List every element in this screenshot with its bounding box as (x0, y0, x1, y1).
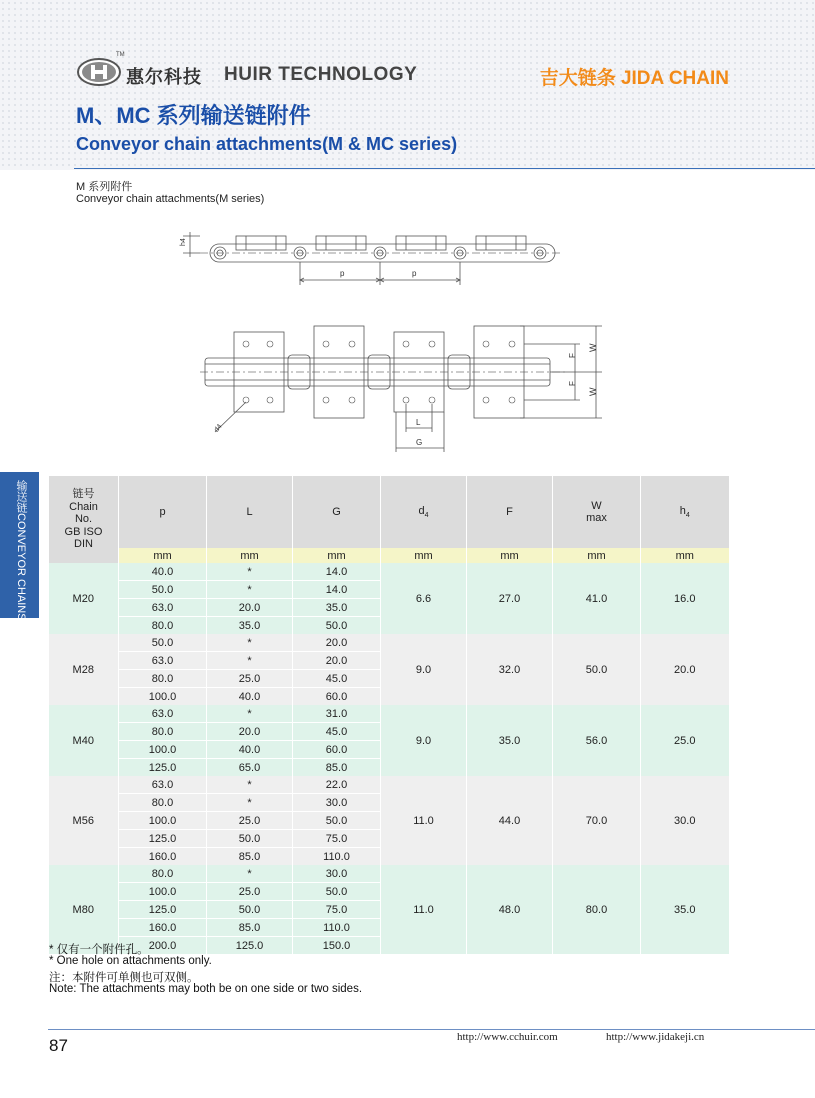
p-cell: 80.0 (119, 723, 207, 741)
w-cell: 80.0 (553, 865, 641, 954)
g-cell: 110.0 (293, 919, 381, 937)
l-cell: 25.0 (207, 883, 293, 901)
p-cell: 63.0 (119, 652, 207, 670)
d4-cell: 11.0 (381, 865, 467, 954)
p-cell: 50.0 (119, 634, 207, 652)
l-cell: * (207, 563, 293, 581)
footer-url[interactable]: http://www.jidakeji.cn (606, 1031, 705, 1043)
w-label: W (588, 343, 598, 352)
l-label: L (416, 418, 421, 427)
p-cell: 125.0 (119, 901, 207, 919)
f-cell: 44.0 (467, 776, 553, 865)
table-row (49, 865, 729, 883)
p-cell: 160.0 (119, 919, 207, 937)
p-cell: 125.0 (119, 759, 207, 777)
p-cell: 125.0 (119, 830, 207, 848)
pitch-label: p (412, 269, 417, 278)
footer-divider (48, 1029, 815, 1030)
p-cell: 50.0 (119, 581, 207, 599)
h4-cell: 35.0 (641, 865, 729, 954)
spec-table-body (49, 563, 729, 954)
g-cell: 30.0 (293, 865, 381, 883)
p-cell: 200.0 (119, 937, 207, 955)
page-title-en: Conveyor chain attachments(M & MC series) (76, 134, 458, 154)
chain-no-header: 链号 Chain No. GB ISO DIN (49, 476, 119, 563)
g-cell: 14.0 (293, 581, 381, 599)
brand-name-cn: 惠尔科技 (126, 67, 202, 87)
chain-no-cell: M56 (49, 776, 119, 865)
p-header: p (119, 476, 207, 548)
p-cell: 160.0 (119, 848, 207, 866)
p-cell: 63.0 (119, 599, 207, 617)
l-cell: * (207, 634, 293, 652)
g-cell: 150.0 (293, 937, 381, 955)
note-line: Note: The attachments may both be on one side or two sides. (49, 983, 363, 995)
g-cell: 30.0 (293, 794, 381, 812)
f-cell: 35.0 (467, 705, 553, 776)
chain-attachment-drawing (0, 0, 815, 470)
l-cell: 125.0 (207, 937, 293, 955)
chain-no-cell: M20 (49, 563, 119, 634)
w-cell: 56.0 (553, 705, 641, 776)
l-cell: * (207, 652, 293, 670)
p-cell: 80.0 (119, 617, 207, 635)
l-cell: 85.0 (207, 919, 293, 937)
jida-chain-brand: 吉大链条 JIDA CHAIN (539, 68, 729, 89)
w-header: W max (553, 476, 641, 548)
g-cell: 31.0 (293, 705, 381, 723)
l-cell: 50.0 (207, 901, 293, 919)
h4-cell: 30.0 (641, 776, 729, 865)
f-header: F (467, 476, 553, 548)
d4-cell: 6.6 (381, 563, 467, 634)
h4-cell: 20.0 (641, 634, 729, 705)
l-cell: 40.0 (207, 688, 293, 706)
w-cell: 50.0 (553, 634, 641, 705)
chain-no-cell: M40 (49, 705, 119, 776)
h4-cell: 16.0 (641, 563, 729, 634)
g-cell: 60.0 (293, 741, 381, 759)
g-label: G (416, 438, 423, 447)
side-tab-label: 输送链CONVEYOR CHAINS (15, 480, 27, 621)
d4-label: d4 (213, 423, 224, 434)
p-cell: 100.0 (119, 688, 207, 706)
chain-no-cell: M80 (49, 865, 119, 954)
p-cell: 100.0 (119, 883, 207, 901)
p-cell: 100.0 (119, 741, 207, 759)
g-cell: 45.0 (293, 670, 381, 688)
note-line: * 仅有一个附件孔。 (49, 944, 149, 956)
g-cell: 22.0 (293, 776, 381, 794)
l-cell: 35.0 (207, 617, 293, 635)
f-cell: 48.0 (467, 865, 553, 954)
section-title-cn: M 系列附件 (76, 181, 133, 193)
g-cell: 75.0 (293, 901, 381, 919)
table-row (49, 705, 729, 723)
l-cell: 20.0 (207, 723, 293, 741)
g-cell: 50.0 (293, 617, 381, 635)
l-cell: 50.0 (207, 830, 293, 848)
g-cell: 75.0 (293, 830, 381, 848)
section-title-en: Conveyor chain attachments(M series) (76, 193, 265, 205)
l-cell: * (207, 794, 293, 812)
table-row (49, 634, 729, 652)
g-cell: 50.0 (293, 812, 381, 830)
g-cell: 14.0 (293, 563, 381, 581)
g-cell: 60.0 (293, 688, 381, 706)
l-cell: * (207, 581, 293, 599)
chain-no-cell: M28 (49, 634, 119, 705)
top-view (200, 326, 602, 452)
w-cell: 70.0 (553, 776, 641, 865)
g-cell: 45.0 (293, 723, 381, 741)
unit-row: mm mm mm mm mm mm mm (49, 548, 729, 563)
g-cell: 35.0 (293, 599, 381, 617)
l-cell: 20.0 (207, 599, 293, 617)
g-cell: 85.0 (293, 759, 381, 777)
table-row (49, 776, 729, 794)
g-cell: 20.0 (293, 634, 381, 652)
l-cell: 40.0 (207, 741, 293, 759)
note-line: 注：本附件可单侧也可双侧。 (49, 972, 199, 984)
f-cell: 27.0 (467, 563, 553, 634)
l-cell: * (207, 865, 293, 883)
g-header: G (293, 476, 381, 548)
pitch-label: p (340, 269, 345, 278)
l-header: L (207, 476, 293, 548)
l-cell: 25.0 (207, 670, 293, 688)
d4-header: $d_4$ (381, 476, 467, 548)
footer-url[interactable]: http://www.cchuir.com (457, 1031, 558, 1043)
l-cell: 65.0 (207, 759, 293, 777)
side-view (180, 232, 560, 285)
l-cell: * (207, 776, 293, 794)
d4-cell: 11.0 (381, 776, 467, 865)
side-tab (0, 472, 39, 621)
p-cell: 63.0 (119, 776, 207, 794)
f-cell: 32.0 (467, 634, 553, 705)
spec-table (48, 476, 729, 954)
w-label: W (588, 387, 598, 396)
p-cell: 63.0 (119, 705, 207, 723)
g-cell: 50.0 (293, 883, 381, 901)
p-cell: 100.0 (119, 812, 207, 830)
p-cell: 80.0 (119, 865, 207, 883)
note-line: * One hole on attachments only. (49, 955, 212, 967)
g-cell: 110.0 (293, 848, 381, 866)
p-cell: 80.0 (119, 794, 207, 812)
w-cell: 41.0 (553, 563, 641, 634)
page-title-cn: M、MC 系列输送链附件 (76, 103, 311, 128)
table-row (49, 563, 729, 581)
p-cell: 80.0 (119, 670, 207, 688)
f-label: F (568, 353, 577, 358)
d4-cell: 9.0 (381, 705, 467, 776)
p-cell: 40.0 (119, 563, 207, 581)
h4-header: $h_4$ (641, 476, 729, 548)
h4-label: h4 (180, 238, 187, 246)
h4-cell: 25.0 (641, 705, 729, 776)
l-cell: * (207, 705, 293, 723)
d4-cell: 9.0 (381, 634, 467, 705)
brand-name-en: HUIR TECHNOLOGY (224, 64, 418, 85)
l-cell: 85.0 (207, 848, 293, 866)
trademark-mark: TM (116, 52, 125, 58)
l-cell: 25.0 (207, 812, 293, 830)
g-cell: 20.0 (293, 652, 381, 670)
page-number: 87 (49, 1036, 68, 1055)
f-label: F (568, 381, 577, 386)
